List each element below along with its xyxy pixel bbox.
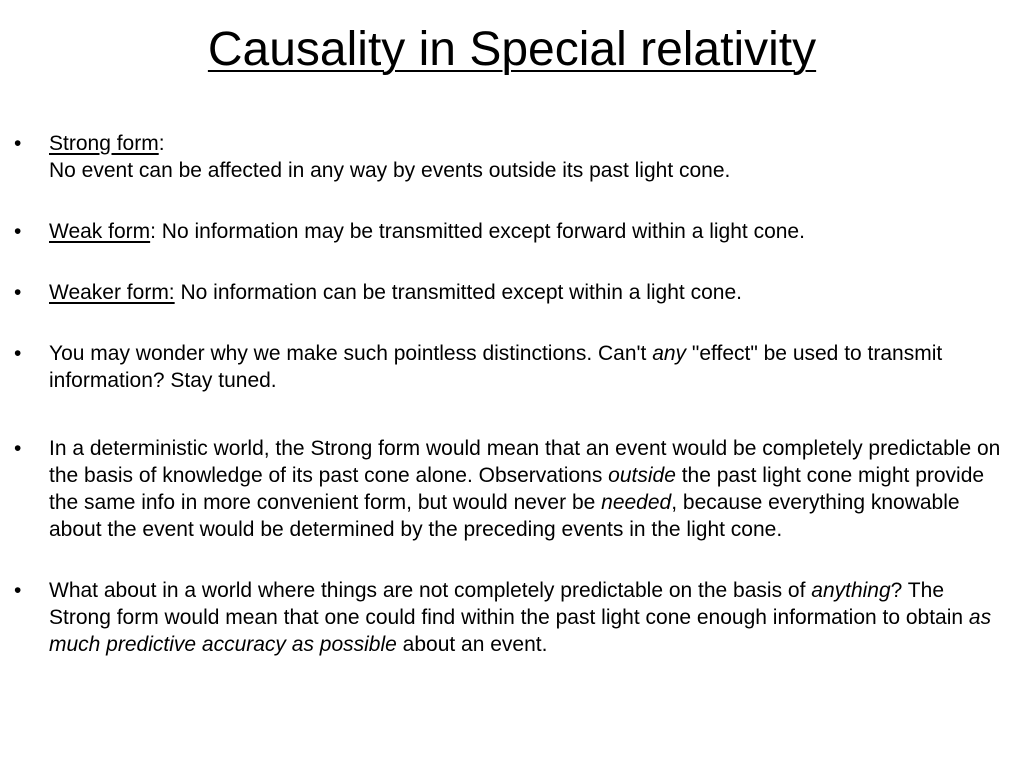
bullet-unpredictable-world <box>0 577 1024 658</box>
bullet-strong-form <box>0 130 1024 184</box>
bullet-text: What about in a world where things are not completely predictable on the basis of <box>49 579 812 602</box>
bullet-marker: • <box>14 281 22 304</box>
bullet-marker: • <box>14 132 22 155</box>
bullet-text: : No information may be transmitted except forward within a light cone. <box>150 220 805 243</box>
bullet-marker: • <box>14 342 22 365</box>
bullet-emphasis: outside <box>608 464 676 487</box>
bullet-emphasis: any <box>652 342 687 365</box>
bullet-weak-form <box>0 218 1024 245</box>
bullet-text: No information can be transmitted except within a light cone. <box>174 281 742 304</box>
bullet-text: ? The Strong form would mean that one could find within the past light cone enough information to obtain <box>49 579 969 629</box>
bullet-text: about an event. <box>396 633 548 656</box>
bullet-text: the past light cone might provide the same info in more convenient form, but would never be <box>49 464 985 514</box>
bullet-deterministic-world <box>0 435 1024 543</box>
bullet-text: You may wonder why we make such pointless distinctions. Can't <box>49 342 653 365</box>
bullet-term: Weaker form: <box>49 281 175 304</box>
bullet-text: No event can be affected in any way by events outside its past light cone. <box>49 159 731 182</box>
bullet-marker: • <box>14 220 22 243</box>
bullet-list <box>0 130 1024 658</box>
bullet-distinctions <box>0 340 1024 394</box>
bullet-weaker-form <box>0 279 1024 306</box>
bullet-emphasis: anything <box>811 579 891 602</box>
bullet-marker: • <box>14 579 22 602</box>
bullet-separator: : <box>158 132 165 155</box>
bullet-text: In a deterministic world, the Strong form would mean that an event would be completely predictable on the basis of knowledge of its past cone alone. Observations <box>49 437 1001 487</box>
bullet-text: , because everything knowable about the event would be determined by the preceding events in the light cone. <box>49 491 960 541</box>
bullet-term: Weak form <box>49 220 151 243</box>
bullet-emphasis: as much predictive accuracy as possible <box>49 606 992 656</box>
bullet-emphasis: needed <box>601 491 672 514</box>
bullet-term: Strong form <box>49 132 159 155</box>
slide-title: Causality in Special relativity <box>207 23 817 76</box>
bullet-marker: • <box>14 437 22 460</box>
bullet-text: "effect" be used to transmit information? Stay tuned. <box>49 342 943 392</box>
